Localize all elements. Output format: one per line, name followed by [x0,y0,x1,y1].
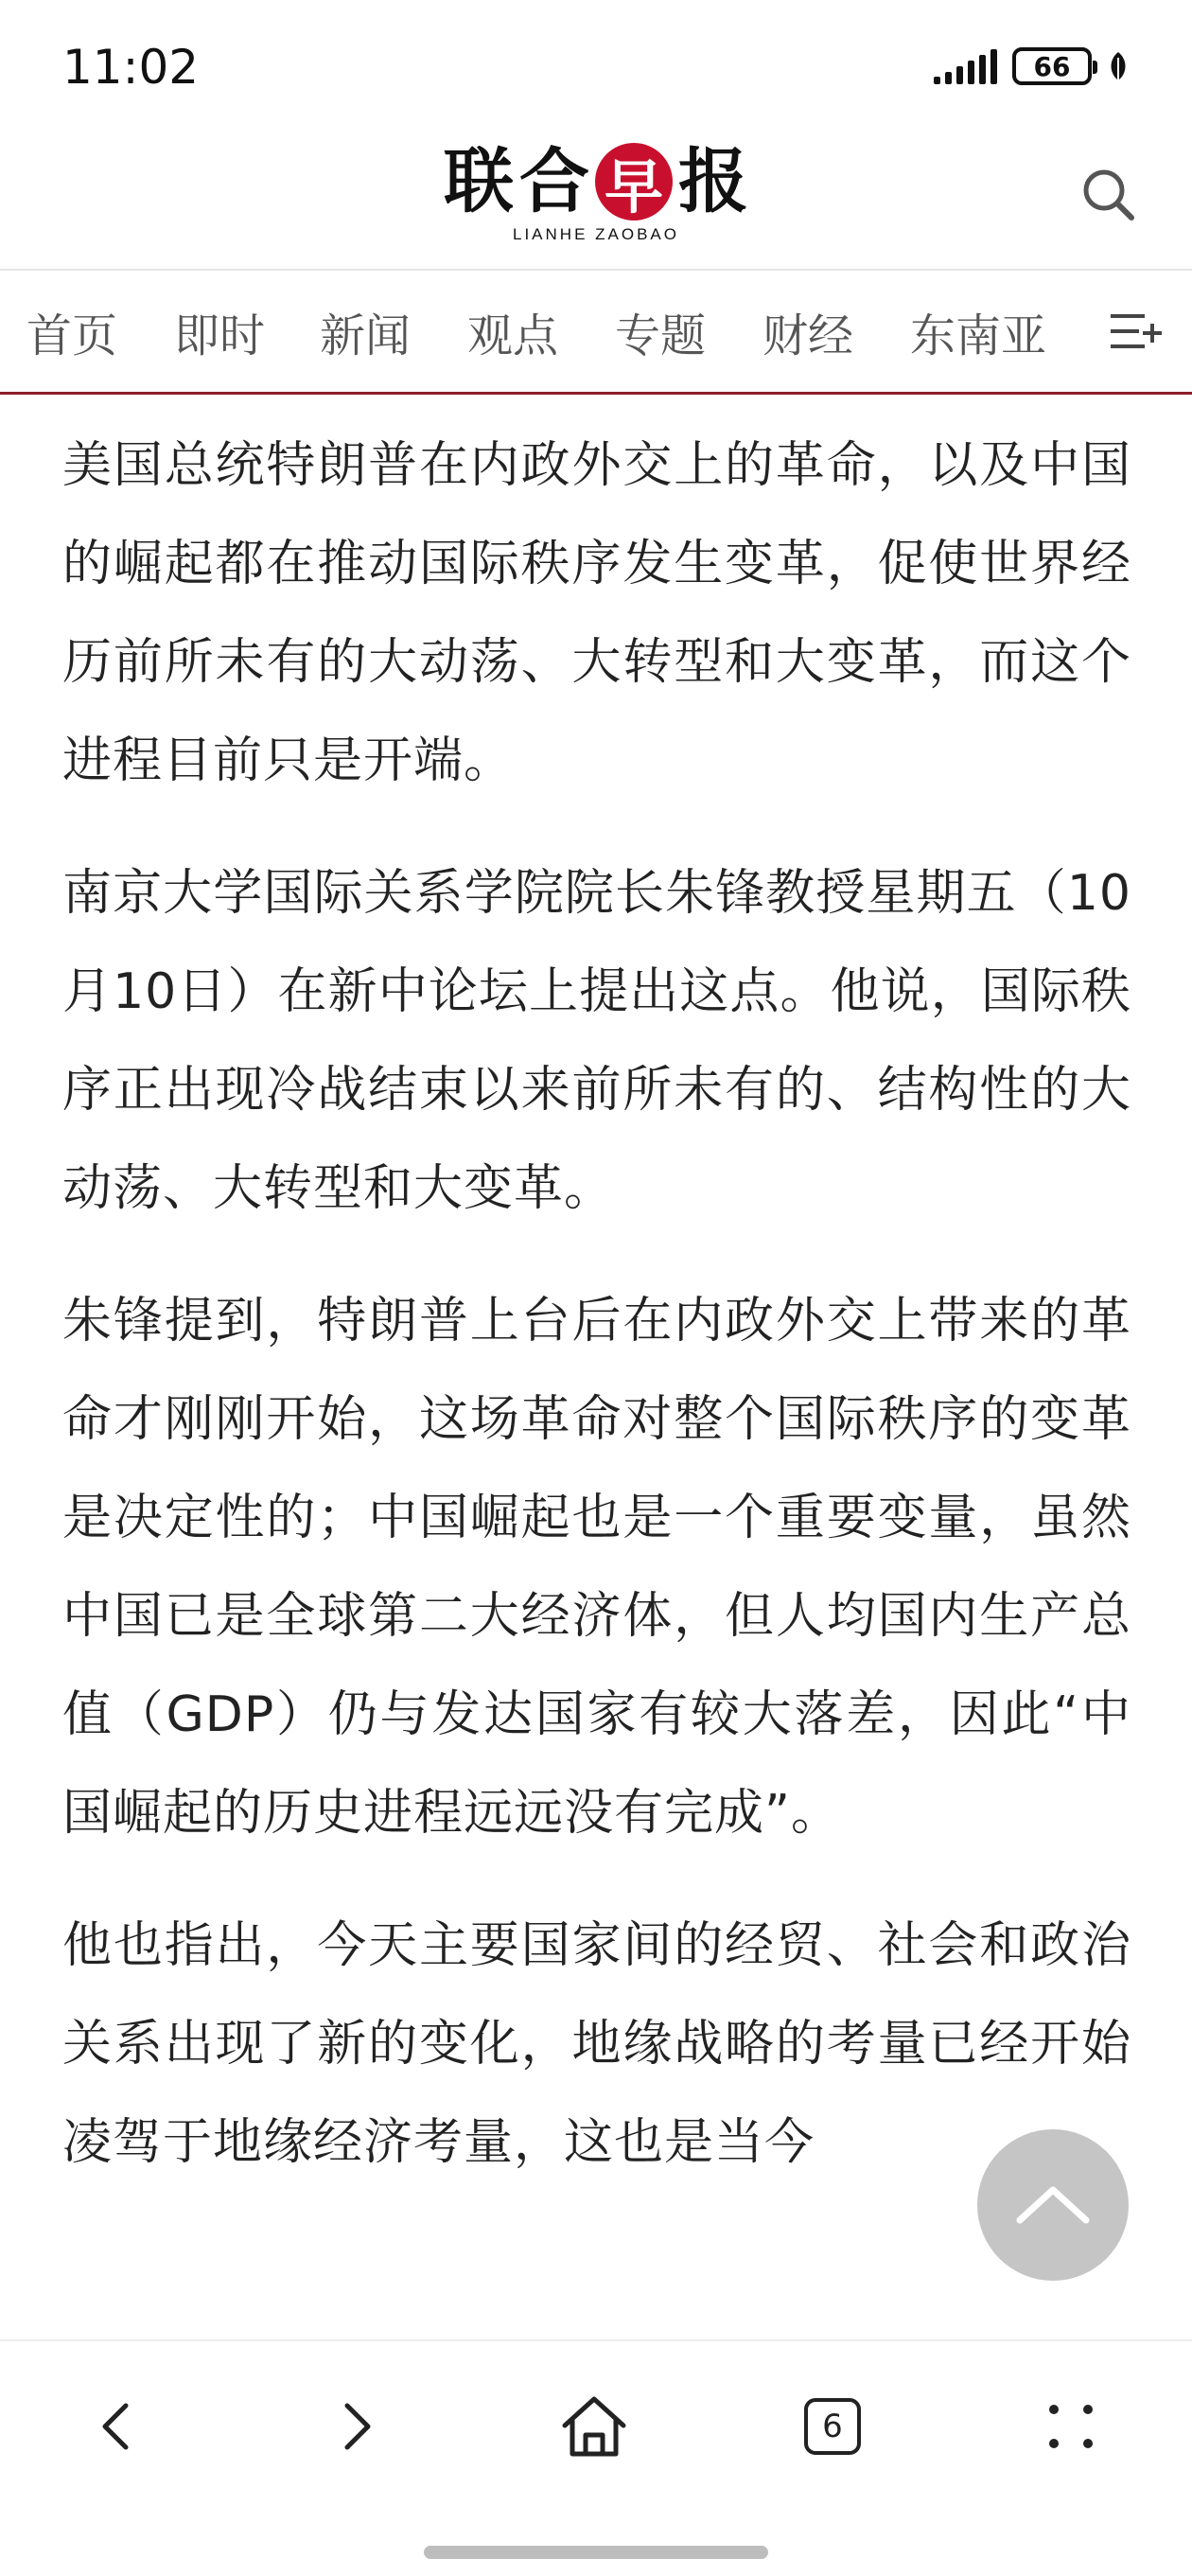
leaf-icon [1107,50,1130,82]
logo-seal: 早 [595,143,673,221]
menu-add-icon[interactable] [1105,301,1166,362]
back-button[interactable] [68,2379,163,2474]
article-paragraph: 朱锋提到，特朗普上台后在内政外交上带来的革命才刚刚开始，这场革命对整个国际秩序的变革是决定性的；中国崛起也是一个重要变量，虽然中国已是全球第二大经济体，但人均国内生产总值（GDP）仍与发达国家有较大落差，因此“中国崛起的历史进程远远没有完成”。 [62,1293,1131,1842]
tabs-button[interactable] [785,2379,880,2474]
search-icon [1080,167,1137,223]
logo-char: 合 [519,141,589,222]
battery-level: 66 [1033,50,1071,82]
signal-icon [934,48,997,84]
site-logo[interactable] [431,140,761,244]
home-button[interactable] [547,2379,641,2474]
nav-item-opinion[interactable]: 观点 [467,309,559,362]
browser-toolbar [0,2339,1192,2576]
scroll-to-top-button[interactable] [977,2129,1129,2281]
home-icon [559,2393,629,2460]
category-nav [0,271,1192,395]
chevron-up-icon [1010,2177,1096,2233]
status-time: 11:02 [62,40,200,95]
article-body [62,416,1131,2338]
nav-item-southeast-asia[interactable]: 东南亚 [910,309,1047,362]
nav-item-finance[interactable]: 财经 [763,309,854,362]
logo-char: 报 [678,141,748,222]
logo-char: 联 [444,141,514,222]
nav-item-special[interactable]: 专题 [615,309,707,362]
nav-item-news[interactable]: 新闻 [320,309,412,362]
back-icon [92,2398,139,2455]
logo-subtitle: LIANHE ZAOBAO [513,225,679,243]
more-icon [1043,2398,1099,2455]
nav-item-realtime[interactable]: 即时 [174,309,266,362]
home-indicator[interactable] [424,2546,768,2559]
status-icons [934,47,1130,85]
forward-icon [334,2398,381,2455]
site-header [0,132,1192,271]
forward-button[interactable] [310,2379,405,2474]
status-bar [0,0,1192,132]
article-paragraph: 美国总统特朗普在内政外交上的革命，以及中国的崛起都在推动国际秩序发生变革，促使世界经历前所未有的大动荡、大转型和大变革，而这个进程目前只是开端。 [62,437,1131,789]
nav-item-home[interactable]: 首页 [26,309,118,362]
more-button[interactable] [1024,2379,1118,2474]
search-button[interactable] [1071,157,1147,233]
tabs-icon: 6 [804,2398,861,2455]
article-paragraph: 他也指出，今天主要国家间的经贸、社会和政治关系出现了新的变化，地缘战略的考量已经开始凌驾于地缘经济考量，这也是当今 [62,1917,1131,2171]
battery-icon [1012,47,1092,85]
article-paragraph: 南京大学国际关系学院院长朱锋教授星期五（10月10日）在新中论坛上提出这点。他说，国际秩序正出现冷战结束以来前所未有的、结构性的大动荡、大转型和大变革。 [62,865,1131,1217]
